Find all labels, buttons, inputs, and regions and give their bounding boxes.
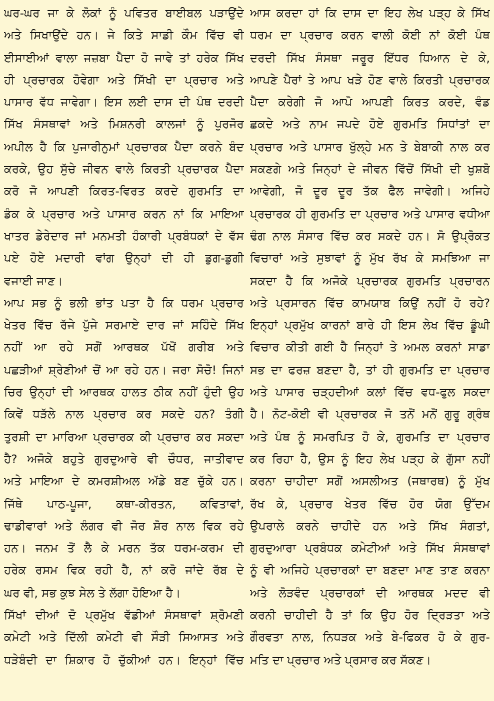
text-line: ਨੂੰ ਵੀ ਅਜਿਹੇ ਪ੍ਰਚਾਰਕਾਂ ਦਾ ਬਣਦਾ ਮਾਣ ਤਾਣ ਕਰਨਾ — [250, 563, 490, 578]
text-line: ਸਿੱਖਾਂ ਦੀਆਂ ਦੋ ਪ੍ਰਮੁੱਖ ਵੱਡੀਆਂ ਸੰਸਥਾਵਾਂ ਸ਼੍ਰੋਮਣੀ — [4, 608, 244, 623]
text-line: ਮਤਿ ਦਾ ਪ੍ਰਚਾਰ ਅਤੇ ਪ੍ਰਸਾਰ ਕਰ ਸੱਕਣ। — [250, 652, 432, 667]
text-line: ਸਕਦਾ ਹੈ ਕਿ ਅਜੋਕੇ ਪ੍ਰਚਾਰਕ ਗੁਰਮਤਿ ਪ੍ਰਚਾਰਨ — [250, 273, 490, 288]
text-line: ਡੰਕ ਕੇ ਪ੍ਰਚਾਰ ਅਤੇ ਪਾਸਾਰ ਕਰਨ ਨਾਂ ਕਿ ਮਾਇਆ — [4, 206, 244, 221]
text-line: ਢੰਗ ਨਾਲ ਸੰਸਾਰ ਵਿੱਚ ਕਰ ਸਕਦੇ ਹਨ। ਸੋ ਉਪ੍ਰੋਕਤ — [250, 228, 490, 243]
text-line: ਕਮੇਟੀ ਅਤੇ ਦਿੱਲੀ ਕਮੇਟੀ ਵੀ ਸੌੜੀ ਸਿਆਸਤ ਅਤੇ — [4, 630, 244, 645]
text-line: ਢਾਡੀਵਾਰਾਂ ਅਤੇ ਲੰਗਰ ਵੀ ਜੋਰ ਸ਼ੋਰ ਨਾਲ ਵਿਕ ਰਹੇ — [4, 518, 244, 533]
right-column — [250, 2, 490, 701]
text-line: ਖਾਤਰ ਡੇਰੇਦਾਰ ਜਾਂ ਮਨਮਤੀ ਹੰਕਾਰੀ ਪ੍ਰਬੰਧਕਾਂ ਦੇ ਵੱਸ — [4, 228, 244, 243]
text-line: ਦਰਦੀ ਸਿੱਖ ਸੰਸਥਾ ਜਰੂਰ ਇੱਧਰ ਧਿਆਨ ਦੇ ਕੇ, — [250, 50, 490, 65]
text-line: ਸਕਣਗੇ ਅਤੇ ਜਿਨ੍ਹਾਂ ਦੇ ਜੀਵਨ ਵਿੱਚੋਂ ਸਿੱਖੀ ਦੀ ਖੁਸ਼ਬੋ — [250, 162, 490, 177]
text-line: ਆਵੇਗੀ, ਜੋ ਦੂਰ ਦੂਰ ਤੱਕ ਫੈਲ ਜਾਵੇਗੀ। ਅਜਿਹੇ — [250, 184, 490, 199]
text-line: ਵਜਾਈ ਜਾਣ। — [4, 273, 63, 288]
text-line: ਸਭ ਦਾ ਫਰਜ਼ ਬਣਦਾ ਹੈ, ਤਾਂ ਹੀ ਗੁਰਮਤਿ ਦਾ ਪ੍ਰਚਾਰ — [250, 362, 490, 377]
text-line: ਪਾਸਾਰ ਵੱਧ ਜਾਵੇਗਾ। ਇਸ ਲਈ ਦਾਸ ਦੀ ਪੰਥ ਦਰਦੀ — [4, 95, 244, 110]
left-column — [4, 2, 244, 701]
text-line: ਹੀ ਪ੍ਰਚਾਰਕ ਹੋਵੇਗਾ ਅਤੇ ਸਿੱਖੀ ਦਾ ਪ੍ਰਚਾਰ ਅਤੇ — [4, 72, 244, 87]
text-line: ਘਰ ਵੀ, ਸਭ ਕੁਝ ਸੇਲ ਤੇ ਲੱਗਾ ਹੋਇਆ ਹੈ। — [4, 585, 181, 600]
text-line: ਅਤੇ ਮਾਇਆ ਦੇ ਕਮਰਸ਼ੀਅਲ ਅੱਡੇ ਬਣ ਚੁੱਕੇ ਹਨ। — [4, 474, 244, 489]
text-line: ਤੁਰਸ਼ੀ ਦਾ ਮਾਰਿਆ ਪ੍ਰਚਾਰਕ ਕੀ ਪ੍ਰਚਾਰ ਕਰ ਸਕਦਾ — [4, 429, 244, 444]
text-line: ਪਛੜੀਆਂ ਸ਼੍ਰੇਣੀਆਂ ਚੋਂ ਆ ਰਹੇ ਹਨ। ਜਰਾ ਸੋਚੋ! ਜਿਨਾਂ — [4, 362, 244, 377]
text-line: ਚਿਰ ਉਨ੍ਹਾਂ ਦੀ ਆਰਥਕ ਹਾਲਤ ਠੀਕ ਨਹੀਂ ਹੁੰਦੀ ਉਹ — [4, 385, 244, 400]
text-line: ਈਸਾਈਆਂ ਵਾਲਾ ਜਜ਼ਬਾ ਪੈਦਾ ਹੋ ਜਾਵੇ ਤਾਂ ਹਰੇਕ ਸਿੱਖ — [4, 50, 244, 65]
text-line: ਧਰਮ ਦਾ ਪ੍ਰਚਾਰ ਕਰਨ ਵਾਲੀ ਕੋਈ ਨਾਂ ਕੋਈ ਪੰਥ — [250, 28, 490, 43]
text-line: ਕਰਨੀ ਚਾਹੀਦੀ ਹੈ ਤਾਂ ਕਿ ਉਹ ਹੋਰ ਦ੍ਰਿੜਤਾ ਅਤੇ — [250, 608, 490, 623]
text-line: ਰੱਖ ਕੇ, ਪ੍ਰਚਾਰ ਖੇਤਰ ਵਿੱਚ ਹੋਰ ਯੋਗ ਉੱਦਮ — [250, 496, 490, 511]
text-line: ਘਰ-ਘਰ ਜਾ ਕੇ ਲੋਕਾਂ ਨੂੰ ਪਵਿਤਰ ਬਾਈਬਲ ਪੜਾਉਂਦੇ — [4, 6, 244, 20]
text-line: ਹੈ? ਅਜੋਕੇ ਬਹੁਤੇ ਗੁਰਦੁਆਰੇ ਵੀ ਚੌਧਰ, ਜਾਤੀਵਾਦ — [4, 451, 244, 466]
text-line: ਅਤੇ ਪ੍ਰਸਾਰਨ ਵਿੱਚ ਕਾਮਯਾਬ ਕਿਉਂ ਨਹੀਂ ਹੋ ਰਹੇ? — [250, 295, 490, 310]
text-line: ਛਕਦੇ ਅਤੇ ਨਾਮ ਜਪਦੇ ਹੋਏ ਗੁਰਮਤਿ ਸਿਧਾਂਤਾਂ ਦਾ — [250, 117, 490, 132]
text-line: ਅਤੇ ਲੋੜਵੰਦ ਪ੍ਰਚਾਰਕਾਂ ਦੀ ਆਰਥਕ ਮਦਦ ਵੀ — [250, 585, 490, 600]
text-line: ਪੈਦਾ ਕਰੇਗੀ ਜੋ ਆਪੋ ਆਪਣੀ ਕਿਰਤ ਕਰਦੇ, ਵੰਡ — [250, 95, 490, 110]
text-line: ਅਤੇ ਸਿਖਾਉਂਦੇ ਹਨ। ਜੇ ਕਿਤੇ ਸਾਡੀ ਕੌਮ ਵਿੱਚ ਵੀ — [4, 28, 244, 43]
text-line: ਕਰੋ ਜੋ ਆਪਣੀ ਕਿਰਤ-ਵਿਰਤ ਕਰਦੇ ਗੁਰਮਤਿ ਦਾ — [4, 184, 244, 199]
text-line: ਅਪੀਲ ਹੈ ਕਿ ਪੁਜਾਰੀਨੁਮਾਂ ਪ੍ਰਚਾਰਕ ਪੈਦਾ ਕਰਨੇ ਬੰਦ — [4, 139, 244, 154]
text-line: ਗੁਰਦੁਆਰਾ ਪ੍ਰਬੰਧਕ ਕਮੇਟੀਆਂ ਅਤੇ ਸਿੱਖ ਸੰਸਥਾਵਾਂ — [250, 541, 490, 556]
text-line: ਪ੍ਰਚਾਰਕ ਹੀ ਗੁਰਮਤਿ ਦਾ ਪ੍ਰਚਾਰ ਅਤੇ ਪਾਸਾਰ ਵਧੀਆ — [250, 206, 490, 221]
text-line: ਸਿੱਖ ਸੰਸਥਾਵਾਂ ਅਤੇ ਮਿਸ਼ਨਰੀ ਕਾਲਜਾਂ ਨੂੰ ਪੁਰਜੋਰ — [4, 117, 244, 132]
text-line: ਵਿਚਾਰਾਂ ਅਤੇ ਸੁਝਾਵਾਂ ਨੂੰ ਮੁੱਖ ਰੱਖ ਕੇ ਸਮਝਿਆ ਜਾ — [250, 251, 490, 266]
text-line: ਉਪਰਾਲੇ ਕਰਨੇ ਚਾਹੀਦੇ ਹਨ ਅਤੇ ਸਿੱਖ ਸੰਗਤਾਂ, — [250, 518, 490, 533]
text-line: ਧੜੇਬੰਦੀ ਦਾ ਸ਼ਿਕਾਰ ਹੋ ਚੁੱਕੀਆਂ ਹਨ। ਇਨ੍ਹਾਂ ਵਿੱਚ — [4, 652, 244, 667]
text-line: ਜਿੱਥੇ ਪਾਠ-ਪੂਜਾ, ਕਥਾ-ਕੀਰਤਨ, ਕਵਿਤਾਵਾਂ, — [4, 496, 244, 511]
text-line: ਆਸ ਕਰਦਾ ਹਾਂ ਕਿ ਦਾਸ ਦਾ ਇਹ ਲੇਖ ਪੜ੍ਹ ਕੇ ਸਿੱਖ — [250, 6, 490, 20]
text-line: ਅਤੇ ਪਾਸਾਰ ਚੜ੍ਹਦੀਆਂ ਕਲਾਂ ਵਿੱਚ ਵਧ-ਫੁਲ ਸਕਦਾ — [250, 385, 490, 400]
text-line: ਆਪਣੇ ਪੈਰਾਂ ਤੇ ਆਪ ਖੜੇ ਹੋਣ ਵਾਲੇ ਕਿਰਤੀ ਪ੍ਰਚਾਰਕ — [250, 72, 490, 87]
text-line: ਖੇਤਰ ਵਿੱਚ ਰੱਜੇ ਪੁੱਜੇ ਸਰਮਾਏ ਦਾਰ ਜਾਂ ਸਹਿੰਦੇ ਸਿੱਖ — [4, 318, 244, 333]
text-line: ਪ੍ਰਚਾਰ ਅਤੇ ਪਾਸਾਰ ਖੁੱਲ੍ਹੇ ਮਨ ਤੇ ਬੇਬਾਕੀ ਨਾਲ ਕਰ — [250, 139, 490, 154]
text-line: ਹਰੇਕ ਰਸਮ ਵਿਕ ਰਹੀ ਹੈ, ਨਾਂ ਕਰੋ ਜਾਂਦੇ ਰੱਬ ਦੇ — [4, 563, 244, 578]
text-line: ਕਿਵੇਂ ਧੜੱਲੇ ਨਾਲ ਪ੍ਰਚਾਰ ਕਰ ਸਕਦੇ ਹਨ? ਤੰਗੀ — [4, 407, 244, 422]
text-line: ਗੌਰਵਤਾ ਨਾਲ, ਨਿਧੜਕ ਅਤੇ ਬੇ-ਫਿਕਰ ਹੋ ਕੇ ਗੁਰ- — [250, 630, 490, 645]
text-line: ਕਰਨਾ ਚਾਹੀਦਾ ਸਗੋਂ ਅਸਲੀਅਤ (ਜਥਾਰਥ) ਨੂੰ ਮੁੱਖ — [250, 474, 490, 489]
text-line: ਆਪ ਸਭ ਨੂੰ ਭਲੀ ਭਾਂਤ ਪਤਾ ਹੈ ਕਿ ਧਰਮ ਪ੍ਰਚਾਰ — [4, 295, 244, 310]
text-line: ਹੈ। ਨੋਟ-ਕੋਈ ਵੀ ਪ੍ਰਚਾਰਕ ਜੋ ਤਨੋਂ ਮਨੋਂ ਗੁਰੂ ਗ੍ਰੰਥ — [250, 407, 490, 422]
text-line: ਅਤੇ ਪੰਥ ਨੂੰ ਸਮਰਪਿਤ ਹੋ ਕੇ, ਗੁਰਮਤਿ ਦਾ ਪ੍ਰਚਾਰ — [250, 429, 490, 444]
text-line: ਨਹੀਂ ਆ ਰਹੇ ਸਗੋਂ ਆਰਥਕ ਪੱਖੋਂ ਗਰੀਬ ਅਤੇ — [4, 340, 244, 355]
text-line: ਇਨ੍ਹਾਂ ਪ੍ਰਮੁੱਖ ਕਾਰਨਾਂ ਬਾਰੇ ਹੀ ਇਸ ਲੇਖ ਵਿੱਚ ਡੂੰਘੀ — [250, 318, 490, 333]
text-line: ਵਿਚਾਰ ਕੀਤੀ ਗਈ ਹੈ ਜਿਨ੍ਹਾਂ ਤੇ ਅਮਲ ਕਰਨਾਂ ਸਾਡਾ — [250, 340, 490, 355]
text-line: ਪਏ ਹੋਏ ਮਦਾਰੀ ਵਾਂਗ ਉਨ੍ਹਾਂ ਦੀ ਹੀ ਡੁਗ-ਡੁਗੀ — [4, 251, 244, 266]
text-line: ਕਰ ਰਿਹਾ ਹੈ, ਉਸ ਨੂੰ ਇਹ ਲੇਖ ਪੜ੍ਹ ਕੇ ਗੁੱਸਾ ਨਹੀਂ — [250, 451, 490, 466]
text-line: ਹਨ। ਜਨਮ ਤੋਂ ਲੈ ਕੇ ਮਰਨ ਤੱਕ ਧਰਮ-ਕਰਮ ਦੀ — [4, 541, 244, 556]
text-line: ਕਰਕੇ, ਉਹ ਸੁੱਚੇ ਜੀਵਨ ਵਾਲੇ ਕਿਰਤੀ ਪ੍ਰਚਾਰਕ ਪੈਦਾ — [4, 162, 244, 177]
